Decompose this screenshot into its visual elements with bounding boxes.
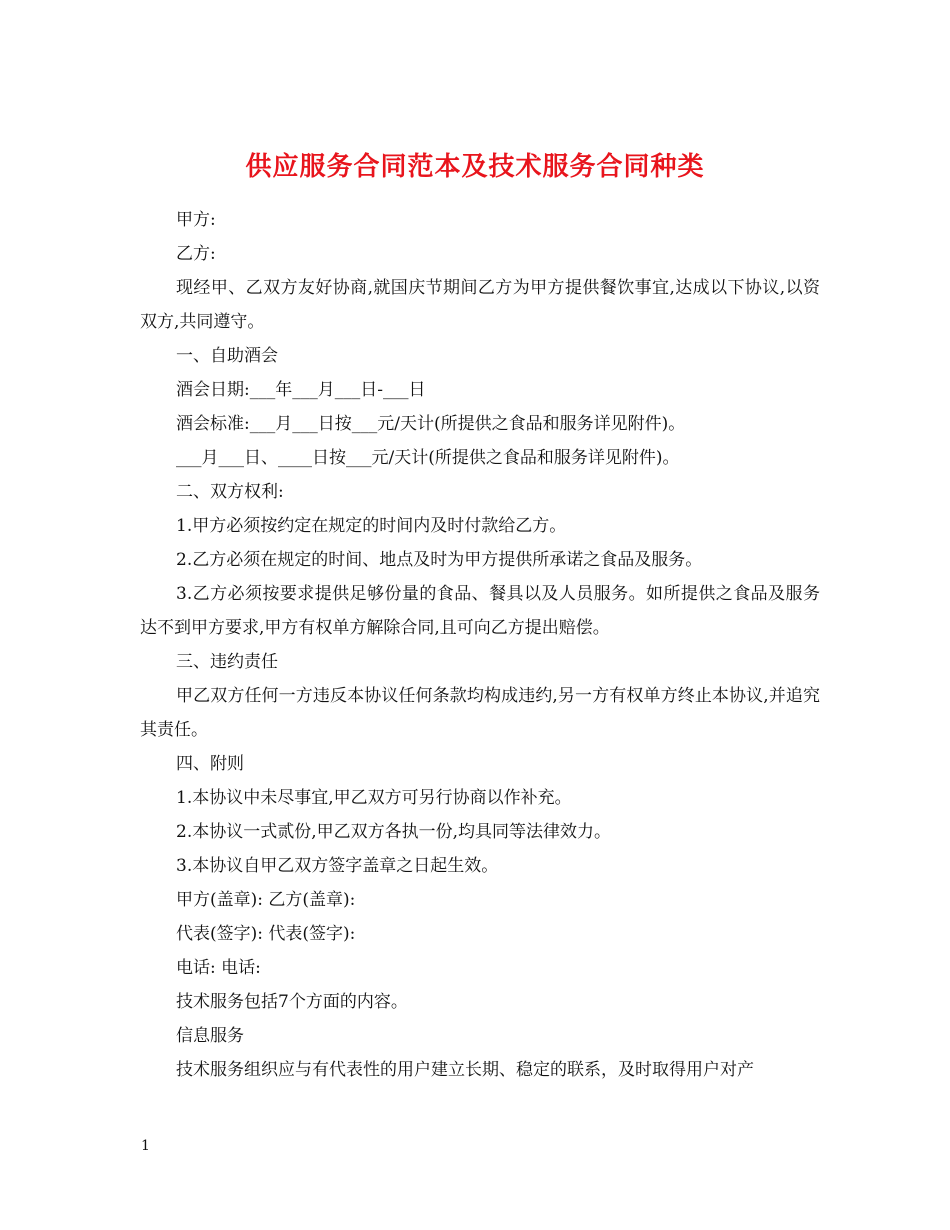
section-heading-buffet-reception: 一、自助酒会 xyxy=(176,346,278,366)
page-number: 1 xyxy=(141,1138,150,1154)
technical-service-summary: 技术服务包括7个方面的内容。 xyxy=(176,992,408,1012)
party-a-line: 甲方: xyxy=(176,210,216,230)
reception-date-line: 酒会日期:___年___月___日-___日 xyxy=(176,380,426,400)
document-title: 供应服务合同范本及技术服务合同种类 xyxy=(245,152,705,183)
section-heading-information-service: 信息服务 xyxy=(176,1026,244,1046)
liability-paragraph: 甲乙双方任何一方违反本协议任何条款均构成违约,另一方有权单方终止本协议,并追究其责任。 xyxy=(140,686,820,740)
reception-standard-additional-line: ___月___日、____日按___元/天计(所提供之食品和服务详见附件)。 xyxy=(176,448,680,468)
document-body xyxy=(140,203,820,1087)
section-heading-rights: 二、双方权利: xyxy=(176,482,284,502)
signature-line: 代表(签字): 代表(签字): xyxy=(176,924,356,944)
section-heading-liability: 三、违约责任 xyxy=(176,652,278,672)
section-heading-supplementary: 四、附则 xyxy=(176,754,244,774)
technical-service-paragraph: 技术服务组织应与有代表性的用户建立长期、稳定的联系，及时取得用户对产 xyxy=(176,1060,754,1080)
supplementary-item-3: 3.本协议自甲乙双方签字盖章之日起生效。 xyxy=(176,856,499,876)
seal-line: 甲方(盖章): 乙方(盖章): xyxy=(176,890,356,910)
rights-item-3: 3.乙方必须按要求提供足够份量的食品、餐具以及人员服务。如所提供之食品及服务达不到甲方要求,甲方有权单方解除合同,且可向乙方提出赔偿。 xyxy=(140,584,820,638)
supplementary-item-2: 2.本协议一式贰份,甲乙双方各执一份,均具同等法律效力。 xyxy=(176,822,612,842)
rights-item-1: 1.甲方必须按约定在规定的时间内及时付款给乙方。 xyxy=(176,516,567,536)
reception-standard-line: 酒会标准:___月___日按___元/天计(所提供之食品和服务详见附件)。 xyxy=(176,414,686,434)
rights-item-2: 2.乙方必须在规定的时间、地点及时为甲方提供所承诺之食品及服务。 xyxy=(176,550,703,570)
agreement-intro-paragraph: 现经甲、乙双方友好协商,就国庆节期间乙方为甲方提供餐饮事宜,达成以下协议,以资双方,共同遵守。 xyxy=(140,278,820,332)
party-b-line: 乙方: xyxy=(176,244,216,264)
phone-line: 电话: 电话: xyxy=(176,958,261,978)
supplementary-item-1: 1.本协议中未尽事宜,甲乙双方可另行协商以作补充。 xyxy=(176,788,572,808)
